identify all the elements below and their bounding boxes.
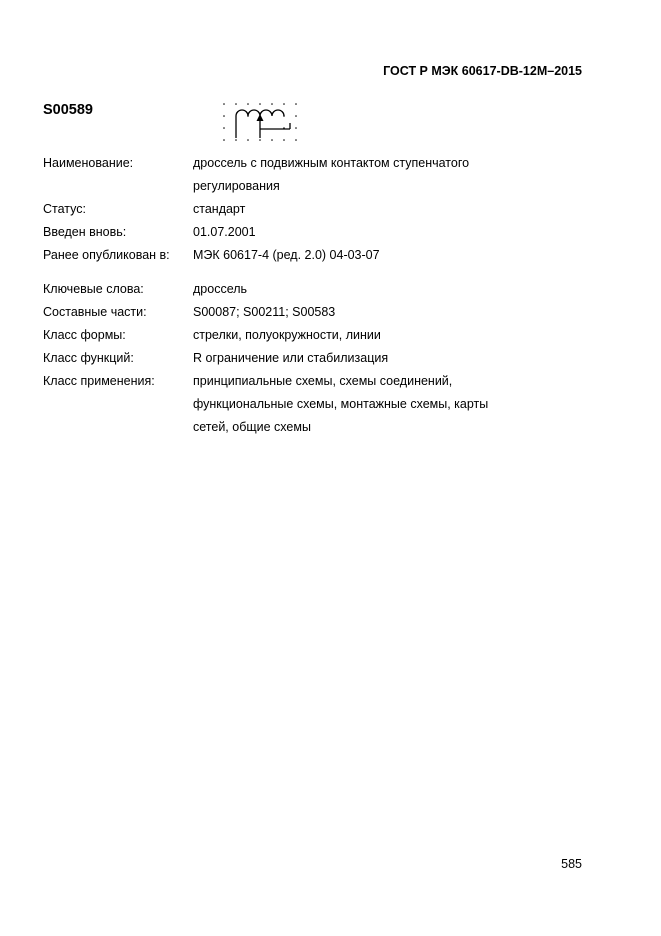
field-parts [43,301,563,324]
field-status [43,198,563,221]
field-form-class [43,324,563,347]
symbol-code: S00589 [43,102,93,118]
field-status-value: стандарт [193,202,246,216]
attribute-table [43,152,563,439]
field-name-label: Наименование: [43,156,134,170]
page-number: 585 [561,857,582,871]
field-introduced-value: 01.07.2001 [193,225,256,239]
field-published-value: МЭК 60617-4 (ред. 2.0) 04-03-07 [193,248,380,262]
field-function-class-label: Класс функций: [43,351,134,365]
field-name [43,152,563,198]
stepped-inductor-with-movable-contact-icon [222,98,302,150]
field-application-class [43,370,563,439]
field-introduced-label: Введен вновь: [43,225,127,239]
field-keywords [43,278,563,301]
field-keywords-value: дроссель [193,282,248,296]
field-application-class-label: Класс применения: [43,374,155,388]
document-standard-header: ГОСТ Р МЭК 60617-DB-12M–2015 [383,64,582,78]
field-application-class-value: принципиальные схемы, схемы соединений, функциональные схемы, монтажные схемы, карты сетей, общие схемы [193,374,489,434]
field-parts-label: Составные части: [43,305,147,319]
field-published-label: Ранее опубликован в: [43,248,170,262]
field-function-class-value: R ограничение или стабилизация [193,351,389,365]
field-form-class-label: Класс формы: [43,328,126,342]
field-introduced [43,221,563,244]
field-group-divider [43,267,563,278]
field-published [43,244,563,267]
field-status-label: Статус: [43,202,86,216]
field-keywords-label: Ключевые слова: [43,282,144,296]
field-parts-value: S00087; S00211; S00583 [193,305,336,319]
field-name-value: дроссель с подвижным контактом ступенчатого регулирования [193,156,470,193]
field-form-class-value: стрелки, полуокружности, линии [193,328,381,342]
field-function-class [43,347,563,370]
